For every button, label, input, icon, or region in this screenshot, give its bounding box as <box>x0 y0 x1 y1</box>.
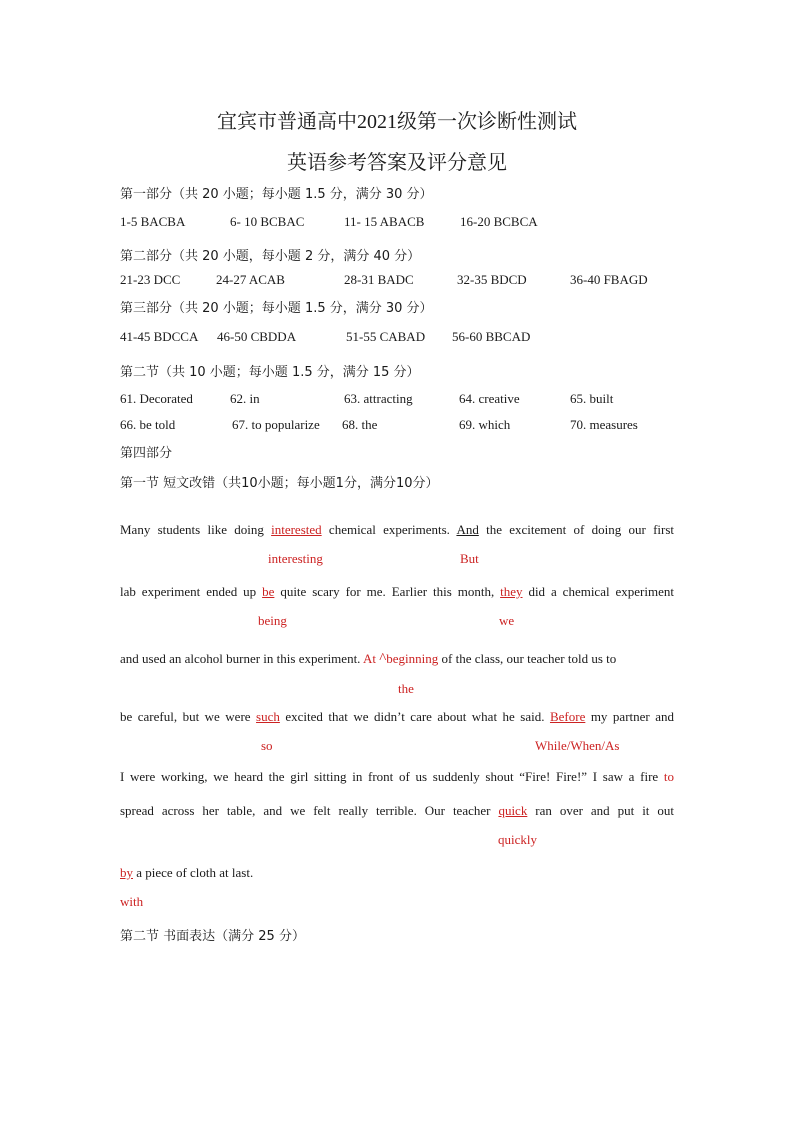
fill-answer: 65. built <box>570 391 614 406</box>
passage-line: I were working, we heard the girl sitting in front of us suddenly shout “Fire! Fire!” I saw a fire to <box>120 769 674 784</box>
part2-heading: 第二部分（共 20 小题，每小题 2 分，满分 40 分） <box>120 249 421 264</box>
correction: we <box>499 613 515 628</box>
part3-answer: 51-55 CABAD <box>346 329 426 344</box>
insert-caret: ^ <box>379 651 387 667</box>
page-title: 宜宾市普通高中2021级第一次诊断性测试 <box>217 111 577 133</box>
part4-sec2-heading: 第二节 书面表达（满分 25 分） <box>120 929 305 944</box>
correction: But <box>460 551 479 566</box>
part1-answer: 11- 15 ABACB <box>344 214 425 229</box>
page-subtitle: 英语参考答案及评分意见 <box>287 152 507 174</box>
part1-answer: 16-20 BCBCA <box>460 214 538 229</box>
error-word: And <box>456 522 479 537</box>
error-word: such <box>256 709 280 724</box>
fill-answer: 64. creative <box>459 391 520 406</box>
passage-line: by a piece of cloth at last. <box>120 865 254 880</box>
part4-sec1-heading: 第一节 短文改错（共10小题；每小题1分，满分10分） <box>120 476 439 491</box>
correction: being <box>258 613 287 628</box>
fill-answer: 67. to popularize <box>232 417 320 432</box>
correction: While/When/As <box>535 738 620 753</box>
fill-answer: 69. which <box>459 417 511 432</box>
error-word: to <box>663 769 674 784</box>
fill-answer: 68. the <box>342 417 378 432</box>
part1-heading: 第一部分（共 20 小题；每小题 1.5 分，满分 30 分） <box>120 187 433 202</box>
error-word: by <box>120 865 133 880</box>
error-word: be <box>262 584 275 599</box>
part3-answer: 56-60 BBCAD <box>452 329 531 344</box>
error-word: At <box>362 651 376 666</box>
part2-answer: 28-31 BADC <box>344 272 414 287</box>
error-word: Before <box>549 709 586 724</box>
passage-line: and used an alcohol burner in this experiment. At ^beginning of the class, our teacher told us to <box>120 651 617 667</box>
fill-answer: 63. attracting <box>344 391 413 406</box>
part3-answer: 46-50 CBDDA <box>217 329 297 344</box>
part3-sec2-heading: 第二节（共 10 小题；每小题 1.5 分，满分 15 分） <box>120 365 420 380</box>
correction: the <box>398 681 414 696</box>
fill-answer: 62. in <box>230 391 260 406</box>
part1-answer: 1-5 BACBA <box>120 214 186 229</box>
passage-line: be careful, but we were such excited that we didn’t care about what he said. Before my partner and <box>120 709 674 724</box>
error-word: beginning <box>386 651 439 666</box>
part2-answer: 24-27 ACAB <box>216 272 285 287</box>
fill-answer: 66. be told <box>120 417 176 432</box>
fill-answer: 70. measures <box>570 417 638 432</box>
passage-line: Many students like doing interested chemical experiments. And the excitement of doing our first <box>120 522 675 537</box>
part4-heading: 第四部分 <box>120 446 173 461</box>
error-word: quick <box>498 803 528 818</box>
error-word: they <box>500 584 523 599</box>
error-word: interested <box>271 522 322 537</box>
passage-line: spread across her table, and we felt really terrible. Our teacher quick ran over and put it out <box>120 803 674 818</box>
fill-answer: 61. Decorated <box>120 391 193 406</box>
part3-answer: 41-45 BDCCA <box>120 329 199 344</box>
passage-line: lab experiment ended up be quite scary for me. Earlier this month, they did a chemical experiment <box>120 584 674 599</box>
part2-answer: 21-23 DCC <box>120 272 181 287</box>
correction: with <box>120 894 144 909</box>
correction: so <box>261 738 273 753</box>
correction: quickly <box>498 832 537 847</box>
part3-heading: 第三部分（共 20 小题；每小题 1.5 分，满分 30 分） <box>120 301 433 316</box>
part2-answer: 36-40 FBAGD <box>570 272 648 287</box>
part2-answer: 32-35 BDCD <box>457 272 527 287</box>
part1-answer: 6- 10 BCBAC <box>230 214 305 229</box>
correction: interesting <box>268 551 323 566</box>
